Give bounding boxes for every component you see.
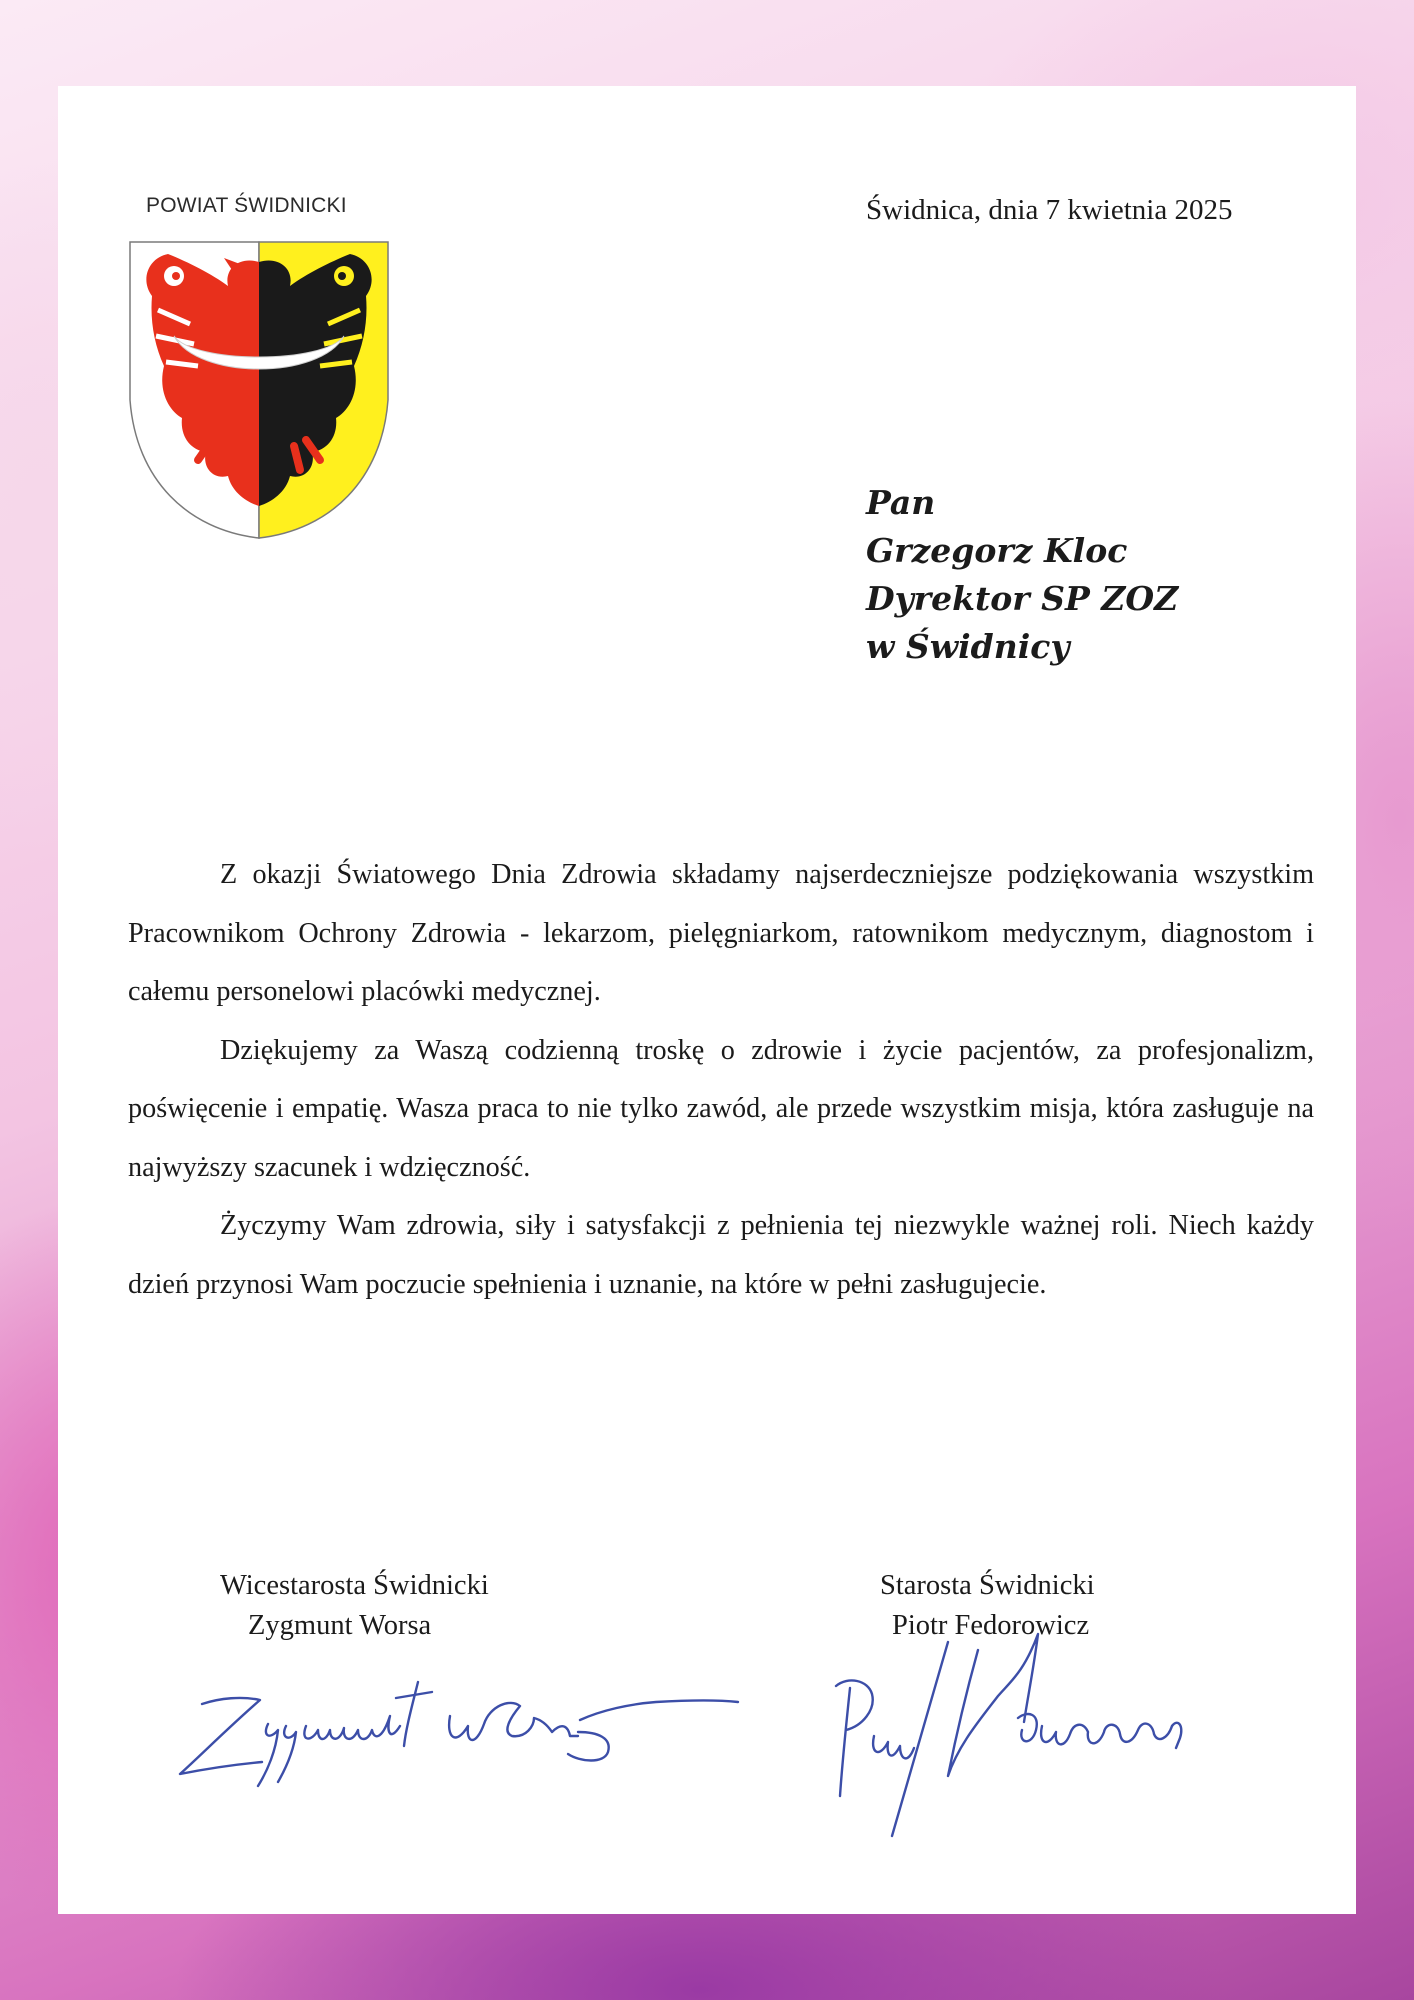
addressee-block (866, 479, 1178, 671)
body-paragraph: Życzymy Wam zdrowia, siły i satysfakcji z pełnienia tej niezwykle ważnej roli. Niech każdy dzień przynosi Wam poczucie spełnienia i uznanie, na które w pełni zasługujecie. (128, 1210, 1314, 1300)
letter-body (128, 846, 1314, 1314)
signatory-right-title: Starosta Świdnicki (880, 1570, 1095, 1601)
addressee-salutation: Pan (866, 483, 936, 522)
addressee-name: Grzegorz Kloc (866, 531, 1128, 570)
coat-of-arms-icon (128, 240, 390, 540)
body-paragraph: Z okazji Światowego Dnia Zdrowia składamy najserdeczniejsze podziękowania wszystkim Pracownikom Ochrony Zdrowia - lekarzom, pielęgniarkom, ratownikom medycznym, diagnostom i całemu personelowi placówki medycznej. (128, 859, 1314, 1007)
addressee-location: w Świdnicy (866, 627, 1070, 666)
letter-sheet (58, 86, 1356, 1914)
signatory-left-name: Zygmunt Worsa (248, 1610, 432, 1641)
signatory-right-name: Piotr Fedorowicz (892, 1610, 1090, 1641)
addressee-position: Dyrektor SP ZOZ (866, 579, 1179, 618)
place-and-date: Świdnica, dnia 7 kwietnia 2025 (866, 194, 1233, 226)
signatory-left-title: Wicestarosta Świdnicki (220, 1570, 489, 1601)
handwritten-signature-right (828, 1626, 1248, 1856)
handwritten-signature-left (150, 1646, 750, 1806)
signatory-left (220, 1566, 489, 1646)
body-paragraph: Dziękujemy za Waszą codzienną troskę o zdrowie i życie pacjentów, za profesjonalizm, poświęcenie i empatię. Wasza praca to nie tylko zawód, ale przede wszystkim misja, która zasługuje na najwyższy szacunek i wdzięczność. (128, 1034, 1314, 1183)
logo-caption: POWIAT ŚWIDNICKI (146, 194, 347, 217)
